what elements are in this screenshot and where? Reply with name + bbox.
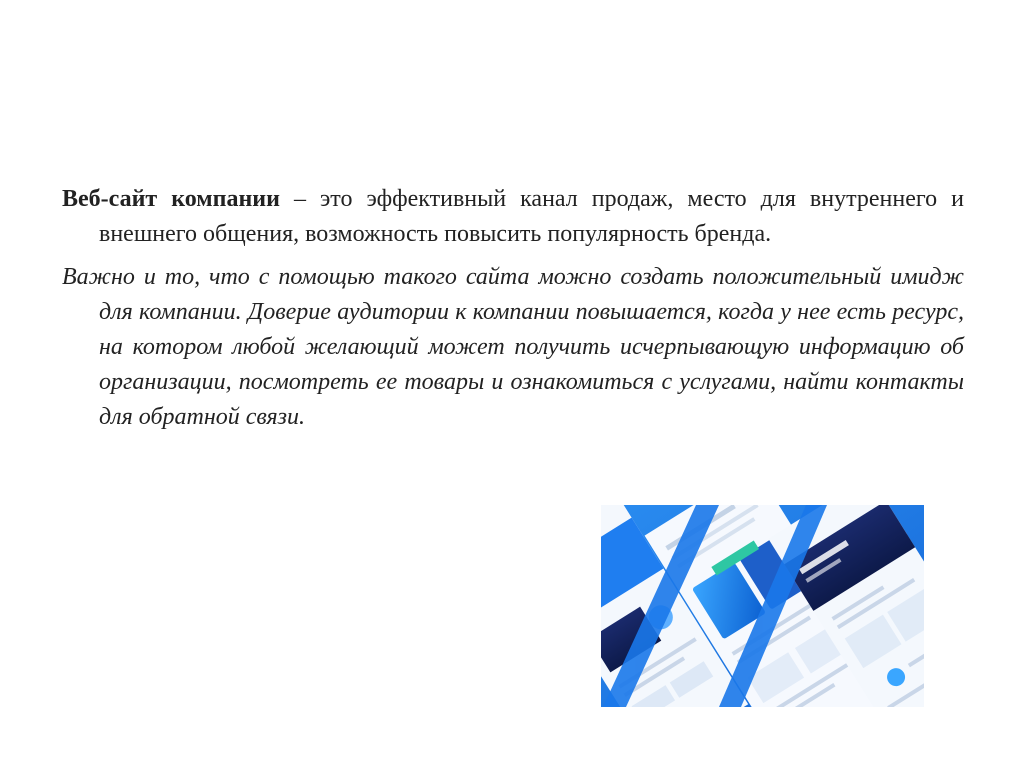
definition-text: – это эффективный канал продаж, место для внутреннего и внешнего общения, возможность повысить популярность бренда. [99,186,964,247]
paragraph-importance: Важно и то, что с помощью такого сайта можно создать положительный имидж для компании. Доверие аудитории к компании повышается, когда у нее есть ресурс, на котором любой желающий может получить исчерпывающую информацию об организации, посмотреть ее товары и ознакомиться с услугами, найти контакты для обратной связи. [62,264,964,430]
website-mockups-image [601,505,924,707]
paragraph-definition [62,182,964,252]
text-block [62,182,964,435]
term-bold: Веб-сайт компании [62,186,280,212]
